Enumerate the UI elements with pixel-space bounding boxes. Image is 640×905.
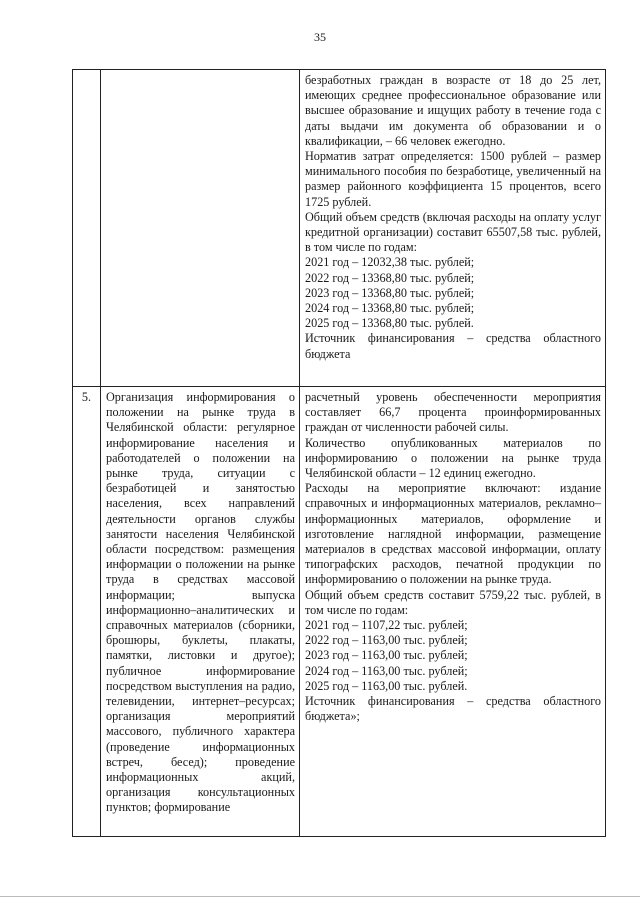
year-line: 2023 год – 13368,80 тыс. рублей; [305,285,475,300]
year-line: 2025 год – 13368,80 тыс. рублей. [305,316,474,331]
page-number: 35 [314,30,326,44]
description-cell [300,387,606,837]
description-paragraph: Количество опубликованных материалов по информированию о положении на рынке труда Челябинской области – 12 единиц ежегодно. [305,435,601,481]
description-paragraph: расчетный уровень обеспеченности мероприятия составляет 66,7 процента проинформированных граждан от численности рабочей силы. [305,390,601,435]
year-line: 2023 год – 1163,00 тыс. рублей; [305,648,468,663]
table-row [73,70,606,387]
funding-source: Источник финансирования – средства областного бюджета [305,331,601,361]
description-paragraph: безработных граждан в возрасте от 18 до 25 лет, имеющих среднее профессиональное образование или высшее образование и ищущих работу в течение года с даты выдачи им документа об образовании и о квалификации, – 66 человек ежегодно. [305,73,601,148]
description-paragraph: Общий объем средств (включая расходы на оплату услуг кредитной организации) составит 65507,58 тыс. рублей, в том числе по годам: [305,209,601,255]
year-line: 2022 год – 1163,00 тыс. рублей; [305,633,468,648]
year-line: 2021 год – 12032,38 тыс. рублей; [305,255,475,270]
year-line: 2021 год – 1107,22 тыс. рублей; [305,618,468,633]
year-line: 2022 год – 13368,80 тыс. рублей; [305,270,475,285]
description-paragraph: Норматив затрат определяется: 1500 рублей – размер минимального пособия по безработице, увеличенный на размер районного коэффициента 15 процентов, всего 1725 рублей. [305,149,601,209]
year-line: 2024 год – 1163,00 тыс. рублей; [305,663,468,678]
table-row [73,387,606,837]
description-cell [300,70,606,387]
funding-source: Источник финансирования – средства областного бюджета»; [305,694,601,724]
year-line: 2025 год – 1163,00 тыс. рублей. [305,678,468,693]
measures-table [72,69,606,837]
scan-edge-divider [0,896,640,897]
row-number-cell [73,70,101,387]
year-line: 2024 год – 13368,80 тыс. рублей; [305,301,475,316]
activity-cell: Организация информирования о положении на рынке труда в Челябинской области: регулярное информирование населения и работодателей о положении на рынке труда, ситуации с безработицей и занятостью населения, всех направлений деятельности органов службы занятости населения Челябинской области посредством: размещения информации о положении на рынке труда в средствах массовой информации; выпуска информационно–аналитических и справочных материалов (сборники, брошюры, буклеты, плакаты, памятки, листовки и другое); публичное информирование посредством выступления на радио, телевидении, интернет–ресурсах; организация мероприятий массового, публичного характера (проведение информационных встреч, бесед); проведение информационных акций, организация консультационных пунктов; формирование [101,387,300,837]
description-paragraph: Общий объем средств составит 5759,22 тыс. рублей, в том числе по годам: [305,587,601,617]
activity-cell [101,70,300,387]
description-paragraph: Расходы на мероприятие включают: издание справочных и информационных материалов, рекламно–информационных материалов, оформление и изготовление наглядной информации, размещение материалов в средствах массовой информации, оплату типографских расходов, печатной продукции по информированию о положении на рынке труда. [305,481,601,587]
row-number-cell: 5. [73,387,101,837]
